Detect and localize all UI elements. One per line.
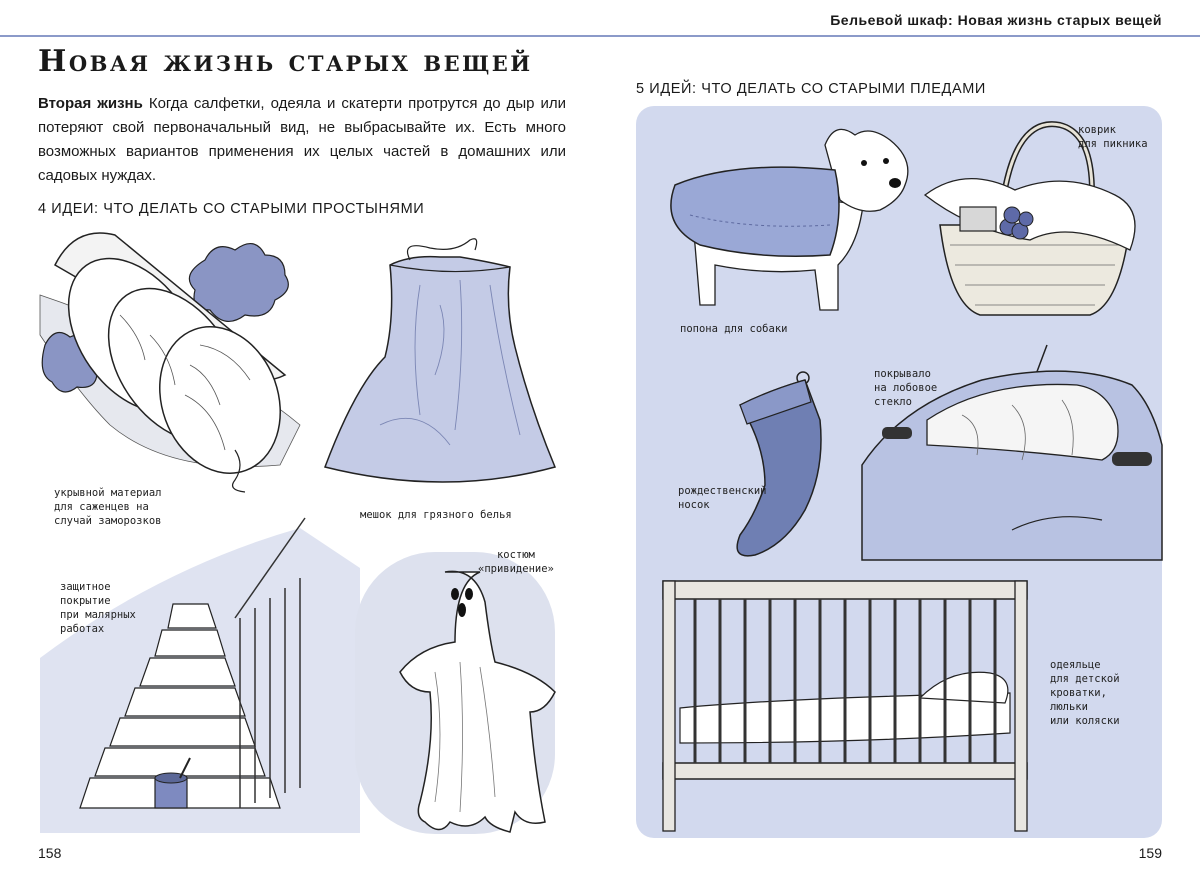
staircase-illustration bbox=[40, 508, 360, 833]
caption-row-cover: укрывной материал для саженцев на случай заморозков bbox=[54, 487, 162, 527]
caption-stocking: рождественский носок bbox=[678, 485, 767, 511]
caption-crib: одеяльце для детской кроватки, люльки или коляски bbox=[1050, 659, 1120, 727]
intro-lead: Вторая жизнь bbox=[38, 95, 143, 112]
header-rule bbox=[0, 35, 1200, 37]
dog-illustration bbox=[650, 125, 920, 315]
intro-text: Когда салфетки, одеяла и скатерти протрутся до дыр или потеряют свой первоначальный вид, не выбрасывайте их. Есть много возможных вариантов применения их целых частей в домашних или садовых нуждах. bbox=[38, 95, 566, 184]
intro-paragraph bbox=[38, 92, 566, 188]
page-title: Новая жизнь старых вещей bbox=[38, 44, 533, 79]
ghost-illustration bbox=[355, 552, 555, 834]
running-head: Бельевой шкаф: Новая жизнь старых вещей bbox=[830, 12, 1162, 28]
caption-picnic: коврик для пикника bbox=[1078, 124, 1148, 150]
laundry-bag-illustration bbox=[320, 245, 570, 485]
caption-paint-cover: защитное покрытие при малярных работах bbox=[60, 581, 136, 635]
page-number-left: 158 bbox=[38, 845, 62, 861]
left-section-heading: 4 ИДЕИ: ЧТО ДЕЛАТЬ СО СТАРЫМИ ПРОСТЫНЯМИ bbox=[38, 201, 425, 217]
caption-laundry-bag: мешок для грязного белья bbox=[360, 509, 512, 521]
caption-windshield: покрывало на лобовое стекло bbox=[874, 368, 938, 408]
caption-ghost: костюм «привидение» bbox=[478, 549, 554, 575]
stocking-illustration bbox=[735, 370, 835, 560]
caption-dog: попона для собаки bbox=[680, 323, 788, 335]
page-number-right: 159 bbox=[1138, 845, 1162, 861]
crib-illustration bbox=[660, 578, 1030, 833]
right-section-heading: 5 ИДЕЙ: ЧТО ДЕЛАТЬ СО СТАРЫМИ ПЛЕДАМИ bbox=[636, 81, 986, 97]
row-cover-illustration bbox=[40, 225, 340, 480]
